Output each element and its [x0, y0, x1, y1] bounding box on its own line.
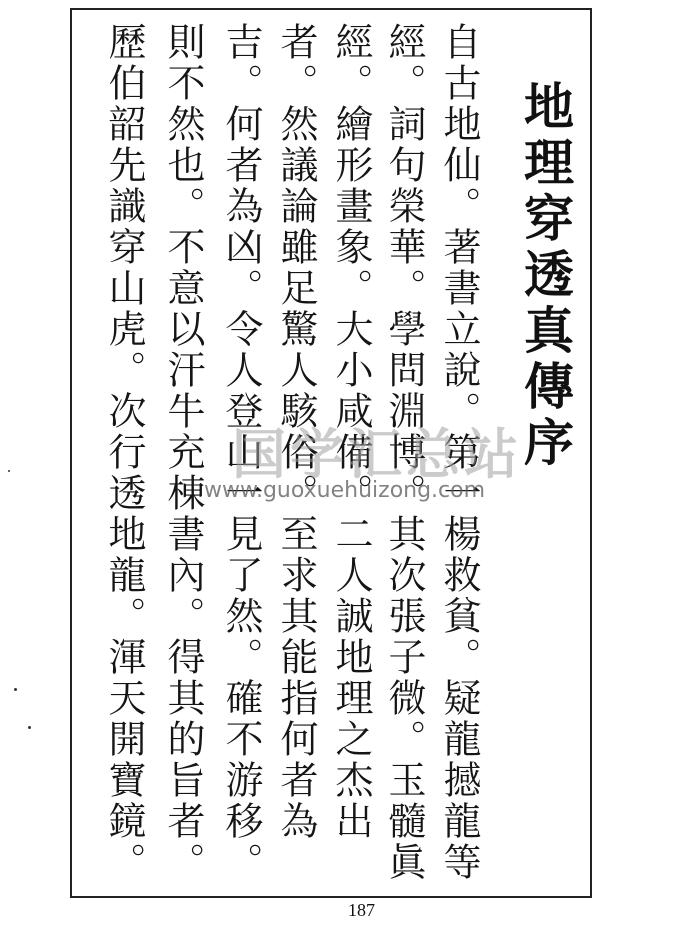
scan-speck	[8, 470, 10, 472]
text-column-5: 吉。何者為凶。令人登山一見了然。確不游移。	[219, 22, 263, 883]
document-title: 地理穿透真傳序	[516, 80, 575, 472]
watermark-logo-text: 国学汇总站	[232, 423, 522, 486]
text-column-1: 自古地仙。著書立說。第一楊救貧。疑龍撼龍等	[437, 22, 481, 883]
text-column-6: 則不然也。不意以汗牛充棟書內。得其的旨者。	[161, 22, 205, 883]
page-number: 187	[348, 900, 375, 920]
text-column-2: 經。詞句榮華。學問淵博。其次張子微。玉髓眞	[382, 22, 426, 883]
scan-speck	[14, 688, 17, 691]
text-column-4: 者。然議論雖足驚人駭俗。至求其能指何者為	[274, 22, 318, 842]
watermark-url: www.guoxuehuizong.com	[204, 478, 486, 503]
scan-speck	[28, 726, 31, 729]
text-column-3: 經。繪形畫象。大小咸備。二人誠地理之杰出	[329, 22, 373, 842]
text-column-7: 歷伯韶先識穿山虎。次行透地龍。渾天開寶鏡。	[102, 22, 146, 883]
